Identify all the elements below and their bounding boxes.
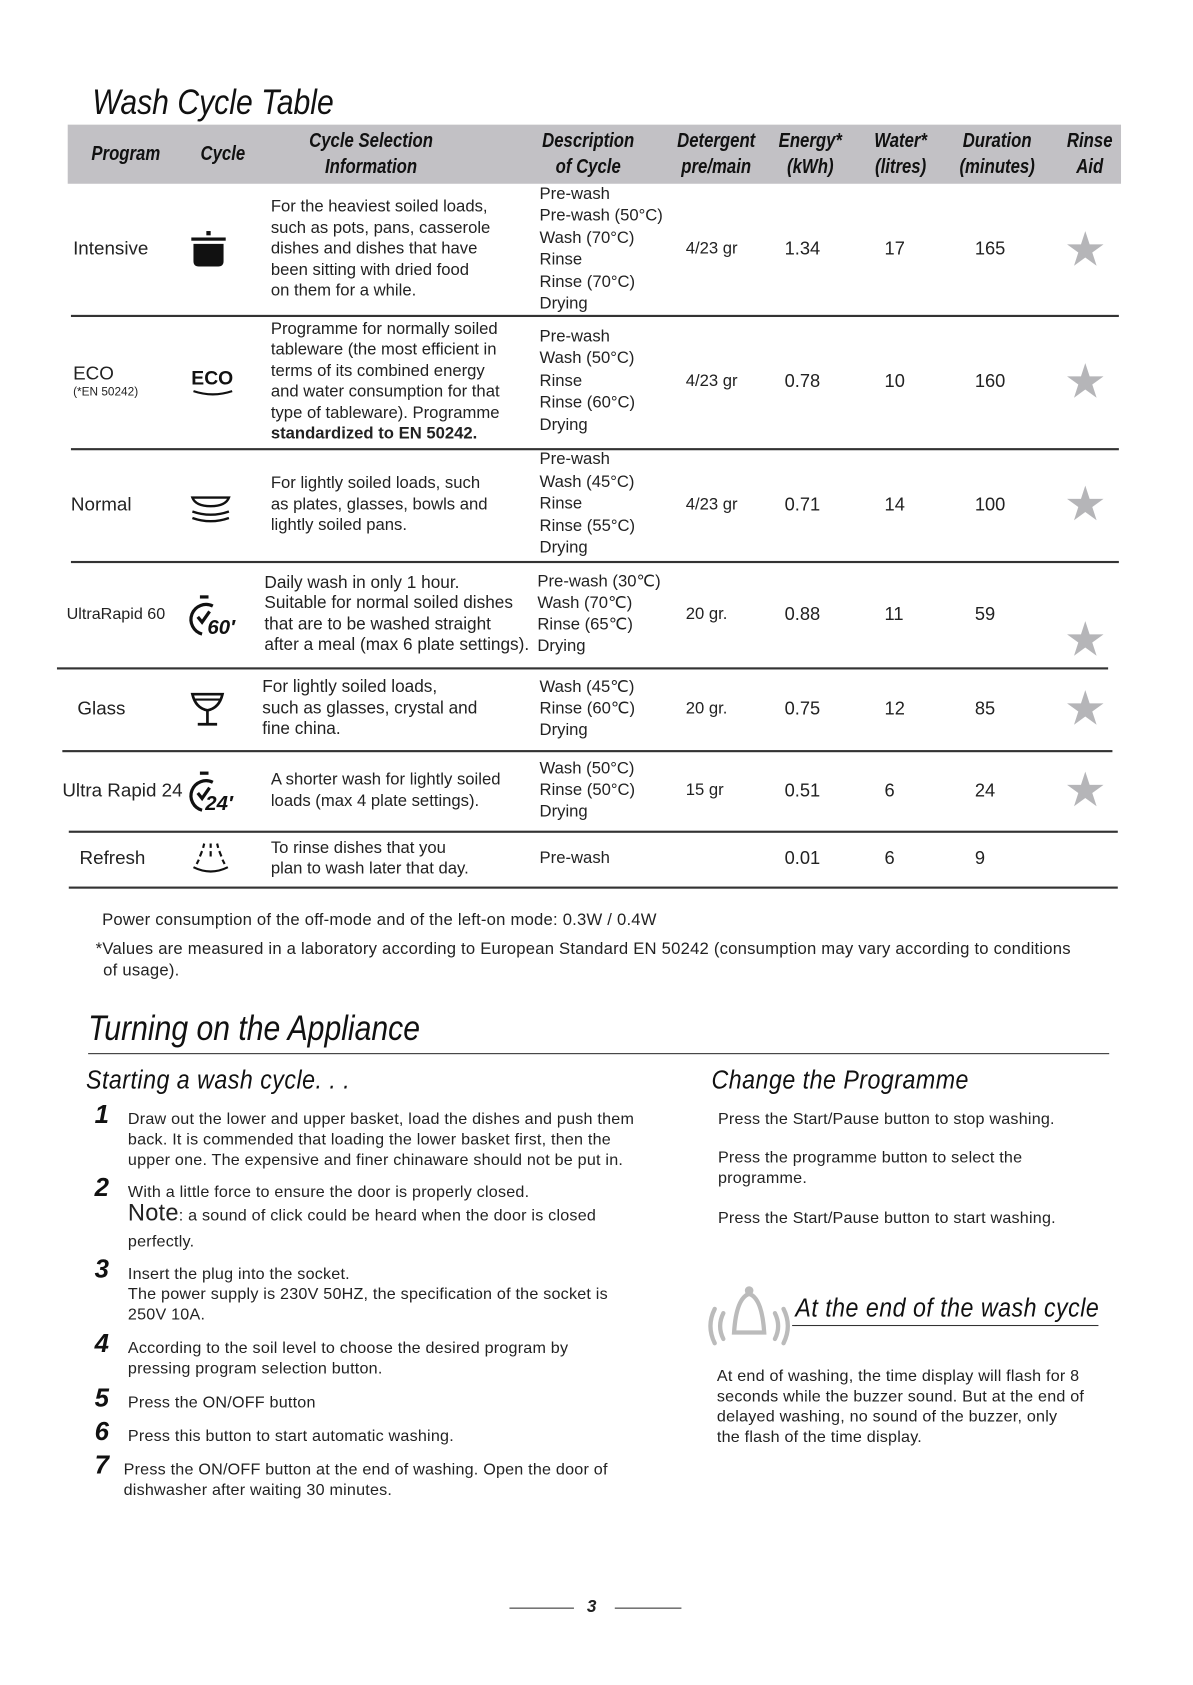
end-title-underline — [792, 1325, 1098, 1326]
step-line: Insert the plug into the socket. — [127, 1264, 350, 1284]
program-name — [62, 750, 182, 831]
step-number: 5 — [94, 1384, 109, 1414]
duration-value: 9 — [974, 847, 986, 869]
description-line: Pre-wash — [539, 848, 610, 868]
step-line: 250V 10A. — [127, 1305, 206, 1324]
row-divider — [71, 561, 1119, 563]
step-line: Press the ON/OFF button — [127, 1393, 316, 1413]
step-line: Press this button to start automatic washing. — [127, 1427, 454, 1446]
energy-value: 1.34 — [784, 238, 821, 259]
info-line: Suitable for normal soiled dishes — [264, 594, 513, 613]
row-divider — [57, 667, 1108, 669]
header-info-line2: Information — [324, 155, 418, 179]
info-line: standardized to EN 50242. — [270, 424, 478, 443]
end-line: At end of washing, the time display will flash for 8 — [716, 1366, 1080, 1386]
timer-24-icon — [185, 750, 252, 831]
description-line: Rinse (50°C) — [539, 780, 636, 799]
step-line: dishwasher after waiting 30 minutes. — [123, 1480, 393, 1500]
info-line: lightly soiled pans. — [270, 516, 407, 535]
program-name — [73, 315, 138, 448]
end-line: the flash of the time display. — [716, 1428, 922, 1447]
program-name — [77, 667, 125, 750]
program-label: ECO — [73, 362, 114, 384]
detergent-value: 15 gr — [685, 780, 724, 799]
description-line: Drying — [539, 802, 588, 821]
row-divider — [69, 831, 1118, 833]
footer-rule-left — [509, 1608, 573, 1609]
header-rinse-line2: Aid — [1076, 155, 1104, 179]
cycle-info — [271, 750, 501, 831]
power-note: Power consumption of the off-mode and of the left-on mode: 0.3W / 0.4W — [102, 911, 657, 930]
footer-rule-right — [615, 1608, 682, 1609]
cycle-info — [271, 831, 469, 887]
header-desc-line2: of Cycle — [555, 155, 621, 179]
water-value: 14 — [884, 493, 905, 515]
page-title: Wash Cycle Table — [92, 81, 334, 122]
water-value: 10 — [884, 370, 905, 392]
timer-60-icon — [185, 561, 252, 667]
header-desc-line1: Description — [542, 130, 635, 153]
info-line: tableware (the most efficient in — [270, 340, 497, 359]
program-label: Refresh — [79, 847, 146, 869]
description-line: Rinse (60°C) — [539, 393, 636, 412]
table-row — [0, 750, 1193, 831]
rinse-aid-star-icon: ★ — [1064, 355, 1107, 408]
program-name — [80, 831, 146, 887]
water-value: 12 — [884, 697, 905, 719]
header-energy — [779, 129, 842, 181]
energy-value: 0.51 — [784, 779, 821, 801]
energy-value: 0.01 — [784, 847, 821, 869]
cycle-info — [262, 667, 477, 750]
step-line: According to the soil level to choose the desired program by — [127, 1338, 569, 1358]
program-label: UltraRapid 60 — [66, 604, 166, 623]
description-line: Rinse (65℃) — [537, 615, 633, 634]
detergent-value: 20 gr. — [685, 604, 728, 623]
info-line: been sitting with dried food — [270, 260, 470, 280]
program-name — [67, 561, 166, 667]
row-divider — [62, 750, 1112, 752]
header-detergent — [677, 129, 755, 181]
rinse-aid-star-icon: ★ — [1064, 222, 1107, 276]
cycle-info — [271, 448, 488, 561]
description-line: Drying — [539, 538, 588, 557]
description-line: Pre-wash — [539, 184, 610, 203]
svg-text:60′: 60′ — [207, 616, 236, 638]
energy-value: 0.78 — [784, 370, 821, 392]
duration-value: 59 — [974, 603, 996, 624]
header-wat-line2: (litres) — [874, 155, 927, 179]
step-number: 2 — [94, 1173, 109, 1203]
program-name — [71, 448, 132, 561]
step-line: upper one. The expensive and finer chinaware should not be put in. — [127, 1150, 624, 1170]
table-row — [0, 667, 1193, 750]
description-line: Rinse — [539, 494, 583, 513]
info-line: on them for a while. — [270, 281, 417, 301]
description-line: Wash (50°C) — [539, 349, 635, 368]
description-line: Wash (45℃) — [539, 677, 635, 696]
row-divider — [71, 315, 1119, 317]
info-line: plan to wash later that day. — [270, 859, 469, 878]
header-info-line1: Cycle Selection — [309, 130, 433, 153]
svg-text:ECO: ECO — [191, 367, 234, 390]
description-line: Rinse — [539, 371, 583, 390]
info-line: such as pots, pans, casserole — [270, 218, 491, 238]
cycle-info — [271, 315, 500, 448]
program-label: Ultra Rapid 24 — [62, 778, 183, 801]
header-en-line1: Energy* — [778, 130, 842, 153]
rinse-aid-star-icon: ★ — [1064, 613, 1107, 667]
header-dur-line2: (minutes) — [959, 155, 1035, 179]
step-line: back. It is commended that loading the lower basket first, then the — [127, 1130, 612, 1149]
duration-value: 160 — [974, 370, 1006, 392]
note-label: Note — [127, 1199, 179, 1227]
pot-icon — [189, 184, 228, 315]
water-value: 11 — [884, 603, 904, 624]
description-line: Wash (70°C) — [539, 228, 635, 247]
description-line: Wash (45°C) — [539, 472, 635, 491]
section-title: Turning on the Appliance — [88, 1007, 420, 1048]
header-info — [309, 129, 433, 181]
energy-value: 0.71 — [784, 493, 821, 515]
table-row — [0, 561, 1193, 667]
cycle-description — [540, 667, 636, 750]
step-number: 4 — [94, 1329, 109, 1359]
energy-value: 0.75 — [784, 697, 821, 719]
info-line: A shorter wash for lightly soiled — [270, 770, 501, 789]
program-label: Glass — [77, 697, 126, 719]
cycle-description — [540, 831, 610, 887]
program-label: Normal — [70, 492, 132, 515]
rinse-aid-star-icon: ★ — [1064, 478, 1107, 531]
info-line: For lightly soiled loads, — [262, 678, 438, 697]
table-row — [0, 448, 1193, 561]
table-row — [0, 184, 1193, 315]
starting-title: Starting a wash cycle. . . — [85, 1066, 351, 1096]
info-line: such as glasses, crystal and — [262, 699, 478, 718]
description-line: Rinse (55°C) — [539, 516, 636, 535]
info-line: For the heaviest soiled loads, — [270, 197, 488, 217]
description-line: Rinse (60℃) — [539, 699, 636, 718]
svg-text:24′: 24′ — [205, 792, 233, 815]
step-number: 6 — [94, 1417, 109, 1447]
header-det-line1: Detergent — [677, 130, 756, 153]
water-value: 6 — [884, 847, 895, 869]
cycle-description — [537, 561, 660, 667]
description-line: Pre-wash — [539, 450, 610, 469]
rinse-aid-star-icon: ★ — [1064, 764, 1107, 817]
description-line: Drying — [539, 294, 588, 313]
values-note: *Values are measured in a laboratory according to European Standard EN 50242 (consumption may vary according to conditions — [95, 940, 1071, 959]
change-title: Change the Programme — [711, 1066, 969, 1096]
cycle-description — [540, 448, 636, 561]
header-rinse-aid — [1067, 129, 1113, 181]
detergent-value: 4/23 gr — [685, 371, 738, 391]
header-water — [874, 129, 927, 181]
end-title: At the end of the wash cycle — [795, 1293, 1100, 1323]
step-line: With a little force to ensure the door is properly closed. — [127, 1183, 530, 1202]
water-value: 6 — [884, 779, 895, 801]
description-line: Wash (50°C) — [539, 759, 635, 778]
duration-value: 85 — [974, 697, 996, 719]
change-line: programme. — [717, 1169, 808, 1188]
change-line: Press the programme button to select the — [717, 1148, 1023, 1168]
step-number: 1 — [94, 1100, 109, 1130]
program-label: Intensive — [73, 237, 149, 260]
step-line: Draw out the lower and upper basket, load the dishes and push them — [127, 1110, 635, 1129]
description-line: Drying — [539, 720, 588, 739]
description-line: Pre-wash (50°C) — [539, 206, 663, 225]
rinse-aid-star-icon: ★ — [1064, 682, 1107, 736]
end-line: delayed washing, no sound of the buzzer, only — [716, 1407, 1058, 1426]
cycle-description — [540, 750, 636, 831]
wine-glass-icon — [189, 667, 226, 750]
section-divider — [88, 1053, 1109, 1054]
detergent-value: 4/23 gr — [685, 494, 738, 514]
cycle-description — [540, 315, 636, 448]
change-line: Press the Start/Pause button to start washing. — [717, 1208, 1056, 1228]
info-line: type of tableware). Programme — [270, 403, 500, 422]
bell-icon — [704, 1285, 792, 1352]
header-wat-line1: Water* — [874, 130, 927, 153]
row-divider — [71, 448, 1119, 450]
program-sub-label: (*EN 50242) — [73, 385, 139, 399]
step-line: pressing program selection button. — [127, 1359, 383, 1378]
info-line: after a meal (max 6 plate settings). — [264, 636, 530, 655]
step-line: The power supply is 230V 50HZ, the specification of the socket is — [127, 1285, 608, 1304]
energy-value: 0.88 — [784, 603, 821, 624]
shower-icon — [189, 831, 232, 887]
header-description — [542, 129, 634, 181]
step-note — [127, 1199, 597, 1227]
end-line: seconds while the buzzer sound. But at the end of — [716, 1387, 1085, 1406]
header-rinse-line1: Rinse — [1066, 130, 1113, 153]
info-line: Daily wash in only 1 hour. — [264, 573, 460, 592]
cycle-info — [264, 561, 529, 667]
duration-value: 100 — [974, 493, 1006, 515]
plates-icon — [189, 448, 232, 565]
cycle-description — [540, 184, 663, 315]
change-line: Press the Start/Pause button to stop washing. — [717, 1110, 1055, 1129]
description-line: Pre-wash (30℃) — [537, 572, 661, 591]
row-divider — [69, 887, 1118, 889]
step-number: 7 — [94, 1450, 109, 1480]
description-line: Drying — [537, 636, 586, 655]
step-number: 3 — [94, 1255, 109, 1285]
detergent-value: 4/23 gr — [685, 239, 738, 258]
water-value: 17 — [884, 238, 905, 259]
info-line: and water consumption for that — [270, 382, 500, 401]
program-name — [73, 184, 148, 315]
info-line: loads (max 4 plate settings). — [270, 791, 480, 810]
description-line: Pre-wash — [539, 327, 610, 346]
eco-icon — [189, 315, 236, 448]
cycle-info — [271, 184, 490, 315]
description-line: Rinse (70°C) — [539, 272, 636, 291]
step-line: Press the ON/OFF button at the end of washing. Open the door of — [123, 1460, 608, 1479]
description-line: Rinse — [539, 250, 583, 269]
info-line: To rinse dishes that you — [270, 838, 446, 857]
info-line: fine china. — [262, 720, 341, 739]
info-line: For lightly soiled loads, such — [270, 474, 481, 493]
header-det-line2: pre/main — [681, 155, 752, 179]
info-line: as plates, glasses, bowls and — [270, 495, 488, 514]
header-program: Program — [91, 142, 161, 166]
duration-value: 165 — [974, 238, 1006, 259]
header-cycle: Cycle — [200, 142, 246, 166]
detergent-value: 20 gr. — [685, 699, 728, 718]
description-line: Drying — [539, 415, 588, 434]
table-row — [0, 831, 1193, 887]
info-line: terms of its combined energy — [270, 361, 485, 380]
description-line: Wash (70℃) — [537, 593, 633, 612]
header-duration — [959, 129, 1034, 181]
header-dur-line1: Duration — [962, 130, 1032, 153]
info-line: Programme for normally soiled — [270, 319, 498, 338]
duration-value: 24 — [974, 779, 996, 801]
values-note-cont: of usage). — [103, 961, 180, 981]
note-text: : a sound of click could be heard when the door is closed — [178, 1206, 597, 1226]
table-row — [0, 315, 1193, 448]
page-number: 3 — [586, 1597, 597, 1617]
header-en-line2: (kWh) — [787, 155, 834, 179]
info-line: dishes and dishes that have — [270, 239, 478, 259]
info-line: that are to be washed straight — [264, 615, 491, 634]
step-note-cont: perfectly. — [127, 1232, 195, 1251]
